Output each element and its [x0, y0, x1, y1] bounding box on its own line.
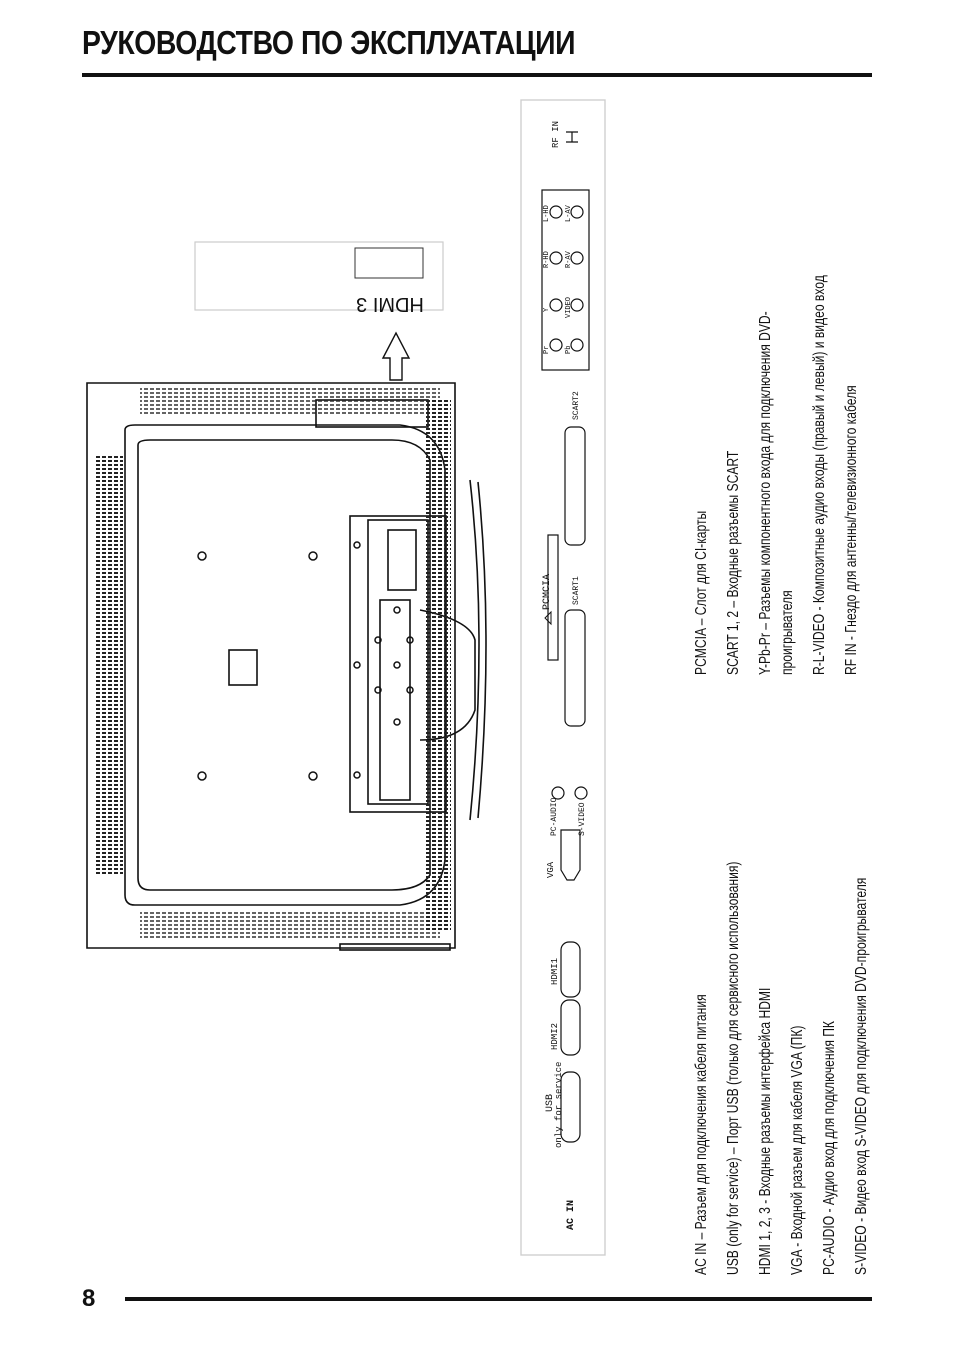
port-label-s-video: S-VIDEO: [578, 802, 587, 836]
desc-scart: SCART 1, 2 – Входные разъемы SCART: [725, 450, 742, 675]
port-label-vga: VGA: [546, 861, 556, 878]
port-label-hdmi2: HDMI2: [550, 1022, 560, 1050]
arrow-up-icon: [383, 333, 409, 380]
port-label-r-hd: R-HD: [543, 251, 551, 268]
desc-hdmi: HDMI 1, 2, 3 - Входные разъемы интерфейса HDMI: [757, 987, 774, 1275]
port-label-scart1: SCART1: [572, 576, 581, 605]
port-label-usb: USB: [545, 1093, 556, 1112]
port-label-usb-note: only for service: [554, 1061, 564, 1148]
desc-ac-in: AC IN – Разъем для подключения кабеля питания: [693, 994, 710, 1275]
port-label-hdmi1: HDMI1: [550, 957, 560, 985]
port-label-y: Y: [543, 307, 551, 312]
port-label-rf-in: RF IN: [551, 120, 561, 148]
port-label-pcmcia: PCMCIA: [542, 573, 553, 610]
port-label-l-av: L-AV: [565, 205, 573, 222]
panel-connectors: [542, 190, 589, 1142]
port-label-scart2: SCART2: [572, 391, 581, 420]
desc-rf-in: RF IN - Гнездо для антенны/телевизионного кабеля: [843, 385, 860, 675]
desc-pc-audio: PC-AUDIO - Аудио вход для подключения ПК: [821, 1021, 838, 1275]
descriptions-right: [693, 95, 883, 675]
port-label-l-hd: L-HD: [543, 205, 551, 222]
desc-s-video: S-VIDEO - Видео вход S-VIDEO для подключения DVD-проигрывателя: [853, 877, 870, 1275]
port-label-ac-in: AC IN: [566, 1199, 577, 1230]
footer-rule: [125, 1297, 872, 1301]
port-label-pr: Pr: [543, 345, 551, 354]
desc-rl-video: R-L-VIDEO - Композитные аудио входы (правый и левый) и видео вход: [811, 275, 828, 675]
descriptions-left: [693, 735, 883, 1275]
antenna-icon: [566, 132, 578, 142]
desc-vga: VGA - Входной разъем для кабеля VGA (ПК): [789, 1025, 806, 1275]
vent-grilles: [95, 386, 451, 940]
port-label-pc-audio: PC-AUDIO: [550, 797, 559, 836]
hdmi3-label: HDMI 3: [356, 293, 424, 315]
desc-pcmcia: PCMCIA – Слот для CI-карты: [693, 510, 710, 675]
page-title: РУКОВОДСТВО ПО ЭКСПЛУАТАЦИИ: [82, 24, 576, 61]
port-label-pb: Pb: [565, 345, 573, 354]
port-label-r-av: R-AV: [565, 251, 573, 268]
desc-ypbpr: Y-Pb-Pr – Разъемы компонентного входа для подключения DVD-: [757, 311, 774, 675]
desc-ypbpr-cont: проигрывателя: [779, 590, 796, 675]
desc-usb: USB (only for service) – Порт USB (только для сервисного использования): [725, 861, 742, 1275]
page-number: 8: [82, 1285, 96, 1312]
hdmi3-port: [355, 248, 423, 278]
port-label-video: VIDEO: [565, 296, 573, 318]
